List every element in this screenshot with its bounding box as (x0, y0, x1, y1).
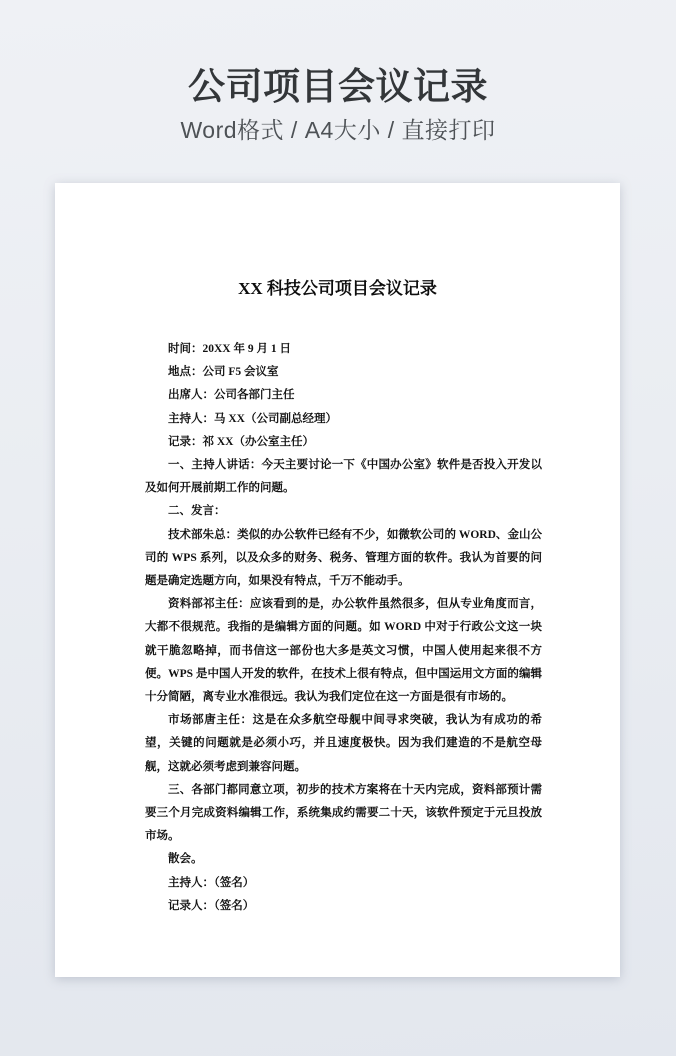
doc-section-3: 三、各部门都同意立项，初步的技术方案将在十天内完成，资料部预计需要三个月完成资料编辑工作，系统集成约需要二十天，该软件预定于元旦投放市场。 (145, 783, 542, 843)
doc-section-2-heading: 二、发言： (168, 505, 226, 518)
doc-meta-recorder: 记录：祁 XX（办公室主任） (168, 435, 314, 448)
doc-speech-tech-dept: 技术部朱总：类似的办公软件已经有不少，如微软公司的 WORD、金山公司的 WPS 系列，以及众多的财务、税务、管理方面的软件。我认为首要的问题是确定选题方向，如果没有特点，千万不能动手。 (145, 528, 542, 588)
doc-speech-market-dept: 市场部唐主任：这是在众多航空母舰中间寻求突破，我认为有成功的希望，关键的问题就是必须小巧，并且速度极快。因为我们建造的不是航空母舰，这就必须考虑到兼容问题。 (145, 714, 542, 773)
document-body (145, 338, 542, 918)
doc-closing: 散会。 (168, 853, 203, 866)
doc-signature-host: 主持人：（签名） (168, 876, 255, 889)
banner-subtitle: Word格式 / A4大小 / 直接打印 (180, 117, 496, 143)
doc-speech-data-dept: 资料部祁主任：应该看到的是，办公软件虽然很多，但从专业角度而言，大都不很规范。我指的是编辑方面的问题。如 WORD 中对于行政公文这一块就干脆忽略掉，而书信这一部份也大多是英文习惯，中国人使用起来很不方便。WPS 是中国人开发的软件，在技术上很有特点，但中国运用文方面的编辑十分简陋，离专业水准很远。我认为我们定位在这一方面是很有市场的。 (145, 598, 542, 704)
doc-section-1: 一、主持人讲话：今天主要讨论一下《中国办公室》软件是否投入开发以及如何开展前期工作的问题。 (145, 459, 542, 495)
doc-meta-attendees: 出席人：公司各部门主任 (168, 389, 295, 402)
doc-meta-location: 地点：公司 F5 会议室 (168, 366, 279, 379)
document-title: XX 科技公司项目会议记录 (238, 279, 437, 298)
doc-meta-host: 主持人：马 XX（公司副总经理） (168, 412, 337, 425)
document-page (55, 183, 620, 977)
banner-title: 公司项目会议记录 (188, 66, 488, 107)
banner (0, 0, 676, 144)
doc-signature-recorder: 记录人：（签名） (168, 899, 255, 912)
doc-meta-time: 时间：20XX 年 9 月 1 日 (168, 343, 291, 355)
